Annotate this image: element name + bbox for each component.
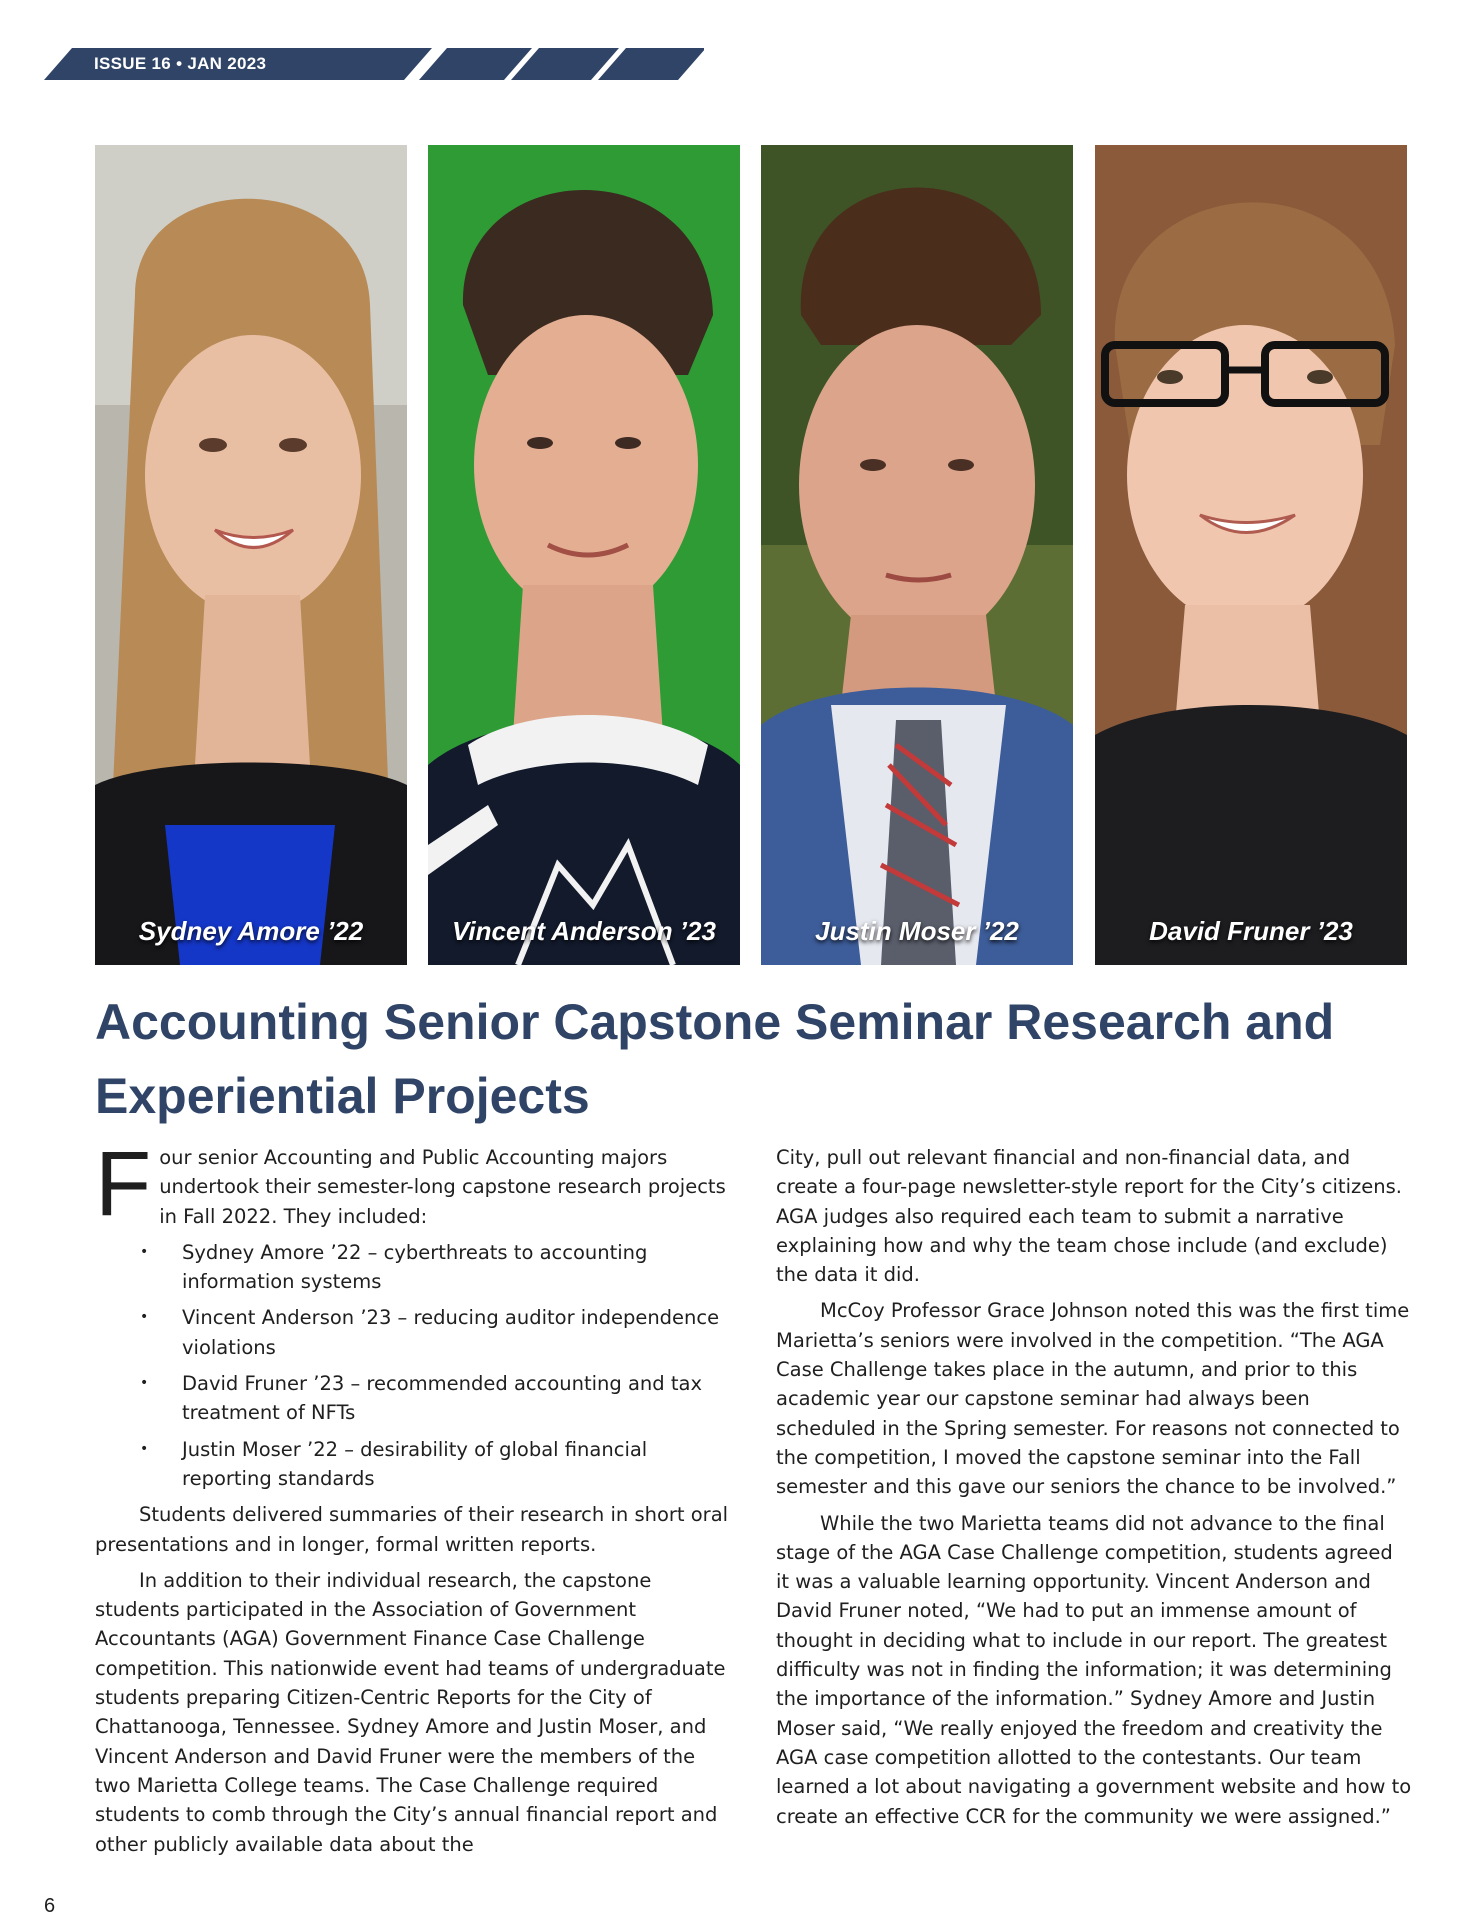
drop-cap: F bbox=[95, 1133, 152, 1235]
list-item-text: David Fruner ’23 – recommended accounting and tax treatment of NFTs bbox=[182, 1372, 702, 1425]
paragraph-aga-competition: In addition to their individual research, the capstone students participated in the Association of Government Accountants (AGA) Government Finance Case Challenge competition. This nationwide event had teams of undergraduate students preparing Citizen-Centric Reports for the City of Chattanooga, Tennessee. Sydney Amore and Justin Moser, and Vincent Anderson and David Fruner were the members of the two Marietta College teams. The Case Challenge required students to comb through the City’s annual financial report and other publicly available data about the bbox=[95, 1568, 726, 1856]
bullet: • bbox=[140, 1440, 149, 1457]
photo-caption: David Fruner ’23 bbox=[1149, 916, 1353, 946]
list-item-text: Justin Moser ’22 – desirability of global financial reporting standards bbox=[182, 1437, 648, 1490]
list-item bbox=[95, 1303, 731, 1362]
list-item-text: Vincent Anderson ’23 – reducing auditor independence violations bbox=[182, 1306, 720, 1359]
paragraph-aga-continued: City, pull out relevant financial and non-financial data, and create a four-page newsletter-style report for the City’s citizens. AGA judges also required each team to submit a narrative explaining how and why the team chose include (and exclude) the data it did. bbox=[776, 1146, 1402, 1287]
article-column-right bbox=[776, 1143, 1412, 1838]
article-title: Accounting Senior Capstone Seminar Research and Experiential Projects bbox=[95, 994, 1335, 1124]
lead-paragraph bbox=[95, 1133, 731, 1235]
list-item-text: Sydney Amore ’22 – cyberthreats to accounting information systems bbox=[182, 1240, 648, 1294]
photo-caption: Justin Moser ’22 bbox=[815, 916, 1019, 946]
portrait-david-fruner bbox=[1095, 145, 1407, 965]
list-item bbox=[95, 1435, 731, 1494]
portrait-sydney-amore bbox=[95, 145, 407, 965]
lead-text: our senior Accounting and Public Accounting majors undertook their semester-long capstone research projects in Fall 2022. They included: bbox=[159, 1146, 726, 1228]
issue-label: ISSUE 16 • JAN 2023 bbox=[94, 54, 267, 73]
paragraph-professor-johnson: McCoy Professor Grace Johnson noted this was the first time Marietta’s seniors were involved in the competition. “The AGA Case Challenge takes place in the autumn, and prior to this academic year our capstone seminar had always been scheduled in the Spring semester. For reasons not connected to the competition, I moved the capstone seminar into the Fall semester and this gave our seniors the chance to be involved.” bbox=[776, 1299, 1410, 1499]
bullet: • bbox=[140, 1243, 149, 1260]
bullet: • bbox=[140, 1309, 149, 1326]
list-item bbox=[95, 1369, 731, 1428]
paragraph-outcome: While the two Marietta teams did not advance to the final stage of the AGA Case Challenge competition, students agreed it was a valuable learning opportunity. Vincent Anderson and David Fruner noted, “We had to put an immense amount of thought in deciding what to include in our report. The greatest difficulty was not in finding the information; it was determining the importance of the information.” Sydney Amore and Justin Moser said, “We really enjoyed the freedom and creativity the AGA case competition allotted to the contestants. Our team learned a lot about navigating a government website and how to create an effective CCR for the community we were assigned.” bbox=[776, 1511, 1412, 1828]
paragraph-summaries: Students delivered summaries of their research in short oral presentations and in longer, formal written reports. bbox=[95, 1503, 729, 1556]
photo-caption: Vincent Anderson ’23 bbox=[452, 916, 716, 946]
portrait-justin-moser bbox=[761, 145, 1073, 965]
photo-caption: Sydney Amore ’22 bbox=[138, 916, 364, 946]
issue-banner bbox=[44, 48, 704, 80]
portrait-vincent-anderson bbox=[428, 145, 740, 965]
article-column-left bbox=[95, 1133, 731, 1866]
research-topics-list bbox=[95, 1238, 731, 1493]
page-number: 6 bbox=[44, 1895, 56, 1917]
bullet: • bbox=[140, 1375, 149, 1392]
list-item bbox=[95, 1238, 731, 1297]
